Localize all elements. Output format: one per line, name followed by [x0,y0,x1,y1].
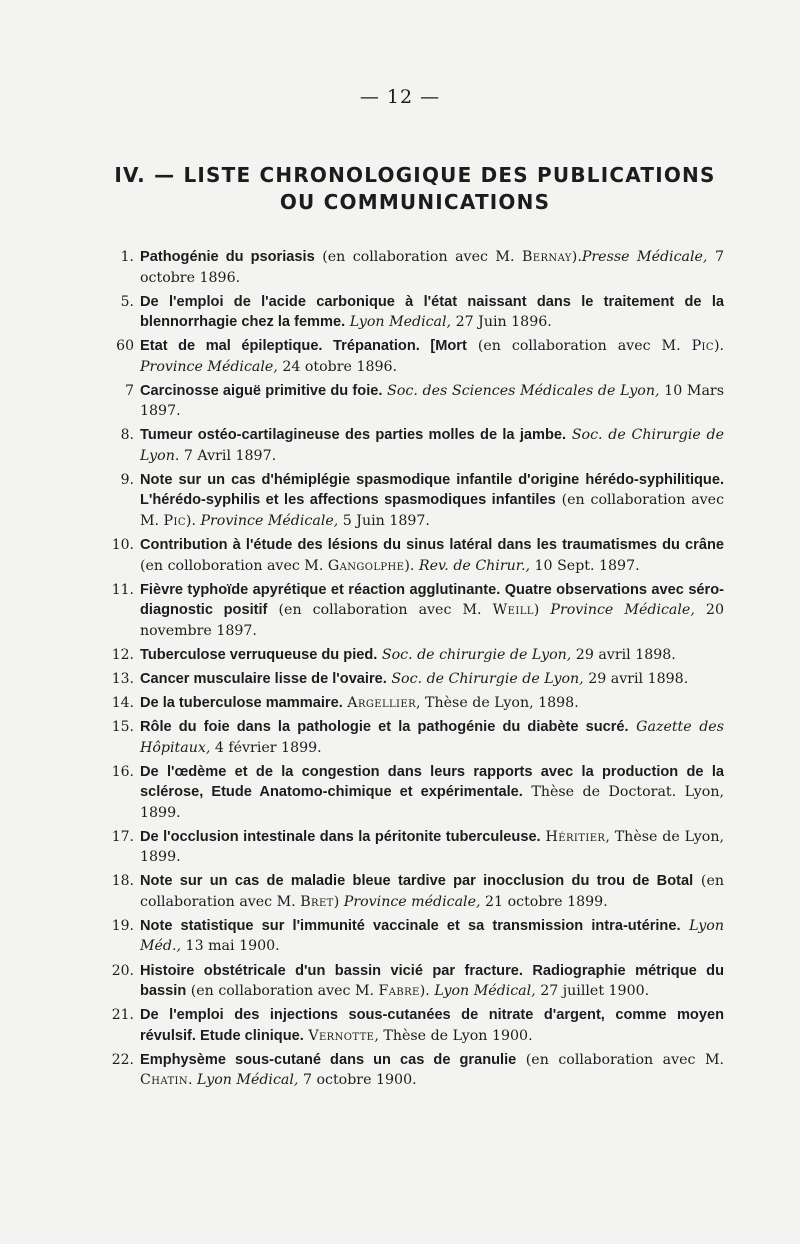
entry-text-after: ). [404,557,415,574]
entry-number: 18. [111,873,134,890]
entry-date: 27 juillet 1900. [535,983,650,999]
entry-author: Pic [163,512,186,529]
entry-date: 7 octobre 1896. [140,249,724,286]
entry-text: (en collaboration avec M. [314,249,522,265]
entry-journal: Lyon Medical, [345,314,452,331]
entry-text: (en collaboration avec M. [516,1051,724,1068]
section-title [100,162,730,216]
list-item [104,871,724,912]
entry-text-after: ). [185,512,196,529]
entry-date: 7 octobre 1900. [298,1072,417,1089]
entry-text: (en collaboration avec M. [466,338,692,355]
entry-text: (en collaboration avec M. [140,873,724,910]
list-item [104,669,724,690]
entry-date: 21 octobre 1899. [480,893,608,910]
list-item [104,827,724,868]
section-title-line-2: OU COMMUNICATIONS [279,190,551,214]
list-item [104,425,724,466]
entry-journal: Province Médicale, [140,358,278,375]
entry-date: 10 Sept. 1897. [530,557,640,574]
entry-text-after: , Thèse de Lyon 1900. [374,1027,533,1044]
page-number: — 12 — [359,86,441,108]
entry-journal: Lyon Médical, [192,1072,299,1089]
entry-author: Argellier [347,694,417,711]
entry-number: 17. [111,828,134,845]
entry-text-after: , Thèse de Lyon, 1899. [140,828,724,866]
entry-text: (en collaboration avec M. [267,602,493,619]
entry-title: De l'emploi des injections sous-cutanées de nitrate d'argent, comme moyen révulsif. Etude clinique. [140,1007,724,1044]
list-item [104,693,724,714]
entry-text: (en collaboration avec M. [186,983,379,999]
entry-number: 15. [111,719,134,736]
entry-journal: Lyon Méd., [140,917,724,955]
entry-journal: Soc. des Sciences Médicales de Lyon, [382,382,660,399]
entry-date: 20 novembre 1897. [140,602,724,639]
entry-number: 21. [111,1007,134,1024]
entry-journal: Province Médicale, [539,602,695,619]
entry-title: De la tuberculose mammaire. [140,694,343,711]
entry-text-after: ). [419,983,430,999]
entry-title: Fièvre typhoïde apyrétique et réaction agglutinante. Quatre observations avec séro-diagnostic positif [140,581,724,619]
list-item [104,336,724,377]
list-item [104,470,724,532]
entry-date: 5 Juin 1897. [338,512,430,529]
list-item [104,580,724,642]
entry-journal: Soc. de Chirurgie de Lyon. [140,427,724,464]
entry-author: Fabre [378,983,420,999]
entry-author: Bret [300,893,334,910]
entry-text-after: ). [571,249,582,265]
entry-title: Tumeur ostéo-cartilagineuse des parties molles de la jambe. [140,427,567,444]
entry-number: 19. [111,917,134,934]
entry-journal: Rev. de Chirur., [414,557,531,574]
entry-date: 27 Juin 1896. [451,314,552,331]
entry-title: Cancer musculaire lisse de l'ovaire. [140,670,387,687]
list-item [104,762,724,824]
entry-date: 7 Avril 1897. [179,447,277,464]
list-item [104,1005,724,1046]
list-item [104,961,724,1002]
entry-text: Thèse de Doctorat. Lyon, 1899. [140,784,724,821]
entry-text-after: ). [713,338,724,355]
entry-date: 24 otobre 1896. [277,358,398,375]
list-item [104,1050,724,1091]
entry-date: 29 avril 1898. [571,646,676,663]
entry-author: Weill [492,602,534,619]
entry-journal: Soc. de Chirurgie de Lyon, [386,670,584,687]
list-item [104,247,724,288]
entry-title: De l'occlusion intestinale dans la péritonite tuberculeuse. [140,828,541,845]
entry-date: 4 février 1899. [210,739,322,756]
entry-text-after: , Thèse de Lyon, 1898. [416,694,579,711]
entry-title: De l'œdème et de la congestion dans leurs rapports avec la production de la sclérose, Etude Anatomo-chimique et expérimentale. [140,763,724,801]
entry-date: 13 mai 1900. [181,938,280,955]
section-title-line-1: IV. — LISTE CHRONOLOGIQUE DES PUBLICATIONS [114,163,716,187]
entry-author: Pic [691,338,714,355]
entry-title: Note sur un cas d'hémiplégie spasmodique infantile d'origine hérédo-syphilitique. L'hérédo-syphilis et les affections spasmodiques infantiles [140,471,724,509]
list-item [104,381,724,422]
list-item [104,535,724,576]
entry-author: Gangolphe [327,557,405,574]
entry-number: 9. [120,471,134,488]
entry-author: Vernotte [308,1027,375,1044]
entry-number: 20. [111,962,134,979]
entry-number: 11. [111,581,134,598]
entry-author: Héritier [545,828,606,845]
entry-title: Rôle du foie dans la pathologie et la pathogénie du diabète sucré. [140,719,629,736]
entry-title: Tuberculose verruqueuse du pied. [140,646,378,663]
entry-number: 14. [111,694,134,711]
entry-journal: Gazette des Hôpitaux, [140,719,724,756]
entry-number: 7 [125,382,134,399]
entry-journal: Soc. de chirurgie de Lyon, [377,646,572,663]
entry-text: (en colloboration avec M. [140,557,328,574]
entry-journal: Province Médicale, [195,512,339,529]
entry-number: 1. [120,249,134,265]
entry-number: 8. [120,427,134,444]
entry-title: Note statistique sur l'immunité vaccinale et sa transmission intra-utérine. [140,917,681,934]
publication-list [104,247,724,1094]
entry-date: 29 avril 1898. [583,670,689,687]
list-item [104,292,724,333]
entry-number: 16. [111,763,134,780]
entry-title: Etat de mal épileptique. Trépanation. [Mort [140,338,467,355]
entry-text: (en collaboration avec M. [140,492,725,529]
entry-number: 60 [116,338,134,355]
entry-date: 10 Mars 1897. [140,382,724,420]
entry-title: Histoire obstétricale d'un bassin vicié par fracture. Radiographie métrique du bassin [140,962,724,999]
entry-journal: Province médicale, [339,893,481,910]
list-item [104,717,724,758]
entry-number: 22. [111,1051,134,1068]
entry-title: Contribution à l'étude des lésions du sinus latéral dans les traumatismes du crâne [140,537,724,554]
entry-number: 13. [111,670,134,687]
entry-title: Carcinosse aiguë primitive du foie. [140,382,383,399]
entry-title: Pathogénie du psoriasis [140,249,315,265]
entry-text-after: . [188,1072,193,1089]
entry-text-after: ) [333,893,340,910]
entry-journal: Presse Médicale, [581,249,708,265]
list-item [104,645,724,666]
entry-text-after: ) [533,602,540,619]
entry-title: De l'emploi de l'acide carbonique à l'état naissant dans le traitement de la blennorrhagie chez la femme. [140,293,724,331]
entry-title: Note sur un cas de maladie bleue tardive par inocclusion du trou de Botal [140,873,694,890]
entry-author: Chatin [140,1072,189,1089]
entry-number: 10. [111,537,134,554]
entry-journal: Lyon Médical, [429,983,536,999]
list-item [104,916,724,957]
entry-number: 12. [111,646,134,663]
entry-title: Emphysème sous-cutané dans un cas de granulie [140,1051,517,1068]
entry-number: 5. [120,293,134,310]
entry-author: Bernay [521,249,572,265]
